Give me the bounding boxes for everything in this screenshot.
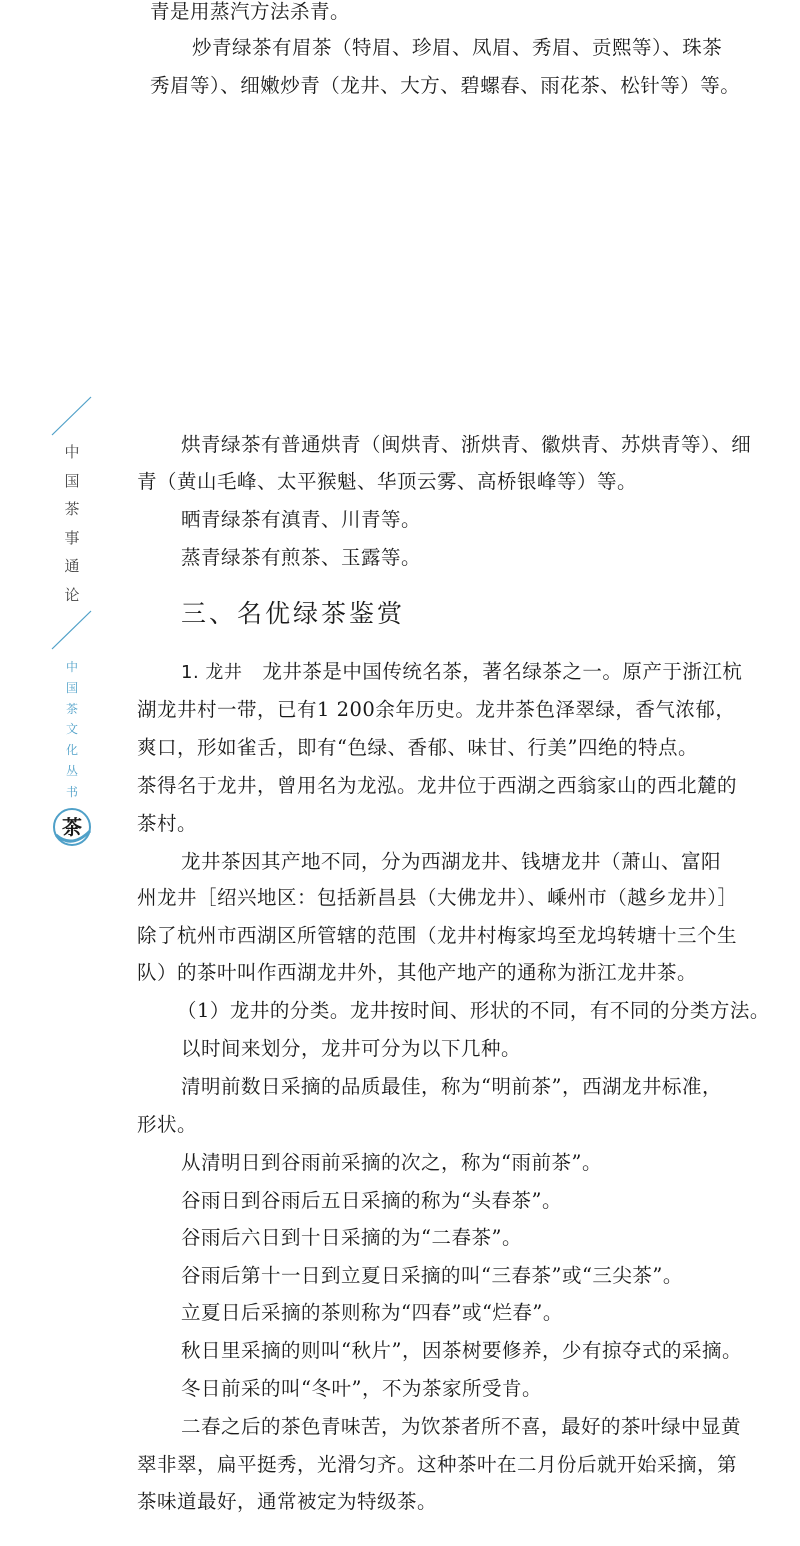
paragraph-line: 蒸青绿茶有煎茶、玉露等。 <box>181 546 422 569</box>
paragraph-line: 除了杭州市西湖区所管辖的范围（龙井村梅家坞至龙坞转塘十三个生 <box>137 924 738 947</box>
series-title: 中国茶事通论 <box>64 443 80 604</box>
paragraph-line: 晒青绿茶有滇青、川青等。 <box>181 508 422 531</box>
paragraph-line: 爽口，形如雀舌，即有“色绿、香郁、味甘、行美”四绝的特点。 <box>137 736 698 759</box>
paragraph-line: 湖龙井村一带，已有1 200余年历史。龙井茶色泽翠绿，香气浓郁， <box>137 698 736 721</box>
paragraph-line: 清明前数日采摘的品质最佳，称为“明前茶”，西湖龙井标准， <box>181 1075 722 1098</box>
paragraph-line: 青是用蒸汽方法杀青。 <box>150 0 351 23</box>
paragraph-line: 谷雨日到谷雨后五日采摘的称为“头春茶”。 <box>181 1189 562 1212</box>
paragraph-line: 茶村。 <box>137 812 198 835</box>
collection-title: 中国茶文化丛书 <box>65 660 78 799</box>
section-heading: 三、名优绿茶鉴赏 <box>181 599 406 628</box>
paragraph-line: 谷雨后第十一日到立夏日采摘的叫“三春茶”或“三尖茶”。 <box>181 1264 683 1287</box>
paragraph-line: 翠非翠，扁平挺秀，光滑匀齐。这种茶叶在二月份后就开始采摘，第 <box>137 1453 738 1476</box>
paragraph-line: 谷雨后六日到十日采摘的为“二春茶”。 <box>181 1226 522 1249</box>
paragraph-line: （1）龙井的分类。龙井按时间、形状的不同，有不同的分类方法。 <box>177 999 770 1022</box>
sidebar-decoration <box>46 395 101 865</box>
paragraph-line: 龙井茶因其产地不同，分为西湖龙井、钱塘龙井（萧山、富阳 <box>181 850 722 873</box>
paragraph-line: 队）的茶叶叫作西湖龙井外，其他产地产的通称为浙江龙井茶。 <box>137 961 698 984</box>
paragraph-line: 炒青绿茶有眉茶（特眉、珍眉、凤眉、秀眉、贡熙等）、珠茶 <box>192 36 723 59</box>
logo-char: 茶 <box>62 815 82 839</box>
paragraph-line: 立夏日后采摘的茶则称为“四春”或“烂春”。 <box>181 1301 563 1324</box>
paragraph-line: 以时间来划分，龙井可分为以下几种。 <box>181 1037 522 1060</box>
paragraph-line: 烘青绿茶有普通烘青（闽烘青、浙烘青、徽烘青、苏烘青等）、细 <box>181 433 752 456</box>
paragraph-line: 茶味道最好，通常被定为特级茶。 <box>137 1490 438 1513</box>
paragraph-line: 二春之后的茶色青味苦，为饮茶者所不喜，最好的茶叶绿中显黄 <box>181 1415 742 1438</box>
paragraph-line: 青（黄山毛峰、太平猴魁、华顶云雾、高桥银峰等）等。 <box>137 470 638 493</box>
item-text: 龙井茶是中国传统名茶，著名绿茶之一。原产于浙江杭 <box>242 660 743 683</box>
paragraph-line: 形状。 <box>137 1113 198 1136</box>
paragraph-line: 秋日里采摘的则叫“秋片”，因茶树要修养，少有掠夺式的采摘。 <box>181 1339 742 1362</box>
paragraph-line: 秀眉等）、细嫩炒青（龙井、大方、碧螺春、雨花茶、松针等）等。 <box>150 74 741 97</box>
paragraph-line: 从清明日到谷雨前采摘的次之，称为“雨前茶”。 <box>181 1151 602 1174</box>
paragraph-line <box>181 660 742 685</box>
paragraph-line: 冬日前采的叫“冬叶”，不为茶家所受肯。 <box>181 1377 542 1400</box>
item-lead: 1. 龙井 <box>181 662 243 683</box>
paragraph-line: 茶得名于龙井，曾用名为龙泓。龙井位于西湖之西翁家山的西北麓的 <box>137 774 738 797</box>
paragraph-line: 州龙井［绍兴地区：包括新昌县（大佛龙井）、嵊州市（越乡龙井）］ <box>137 886 738 909</box>
tea-logo-icon <box>50 805 94 849</box>
